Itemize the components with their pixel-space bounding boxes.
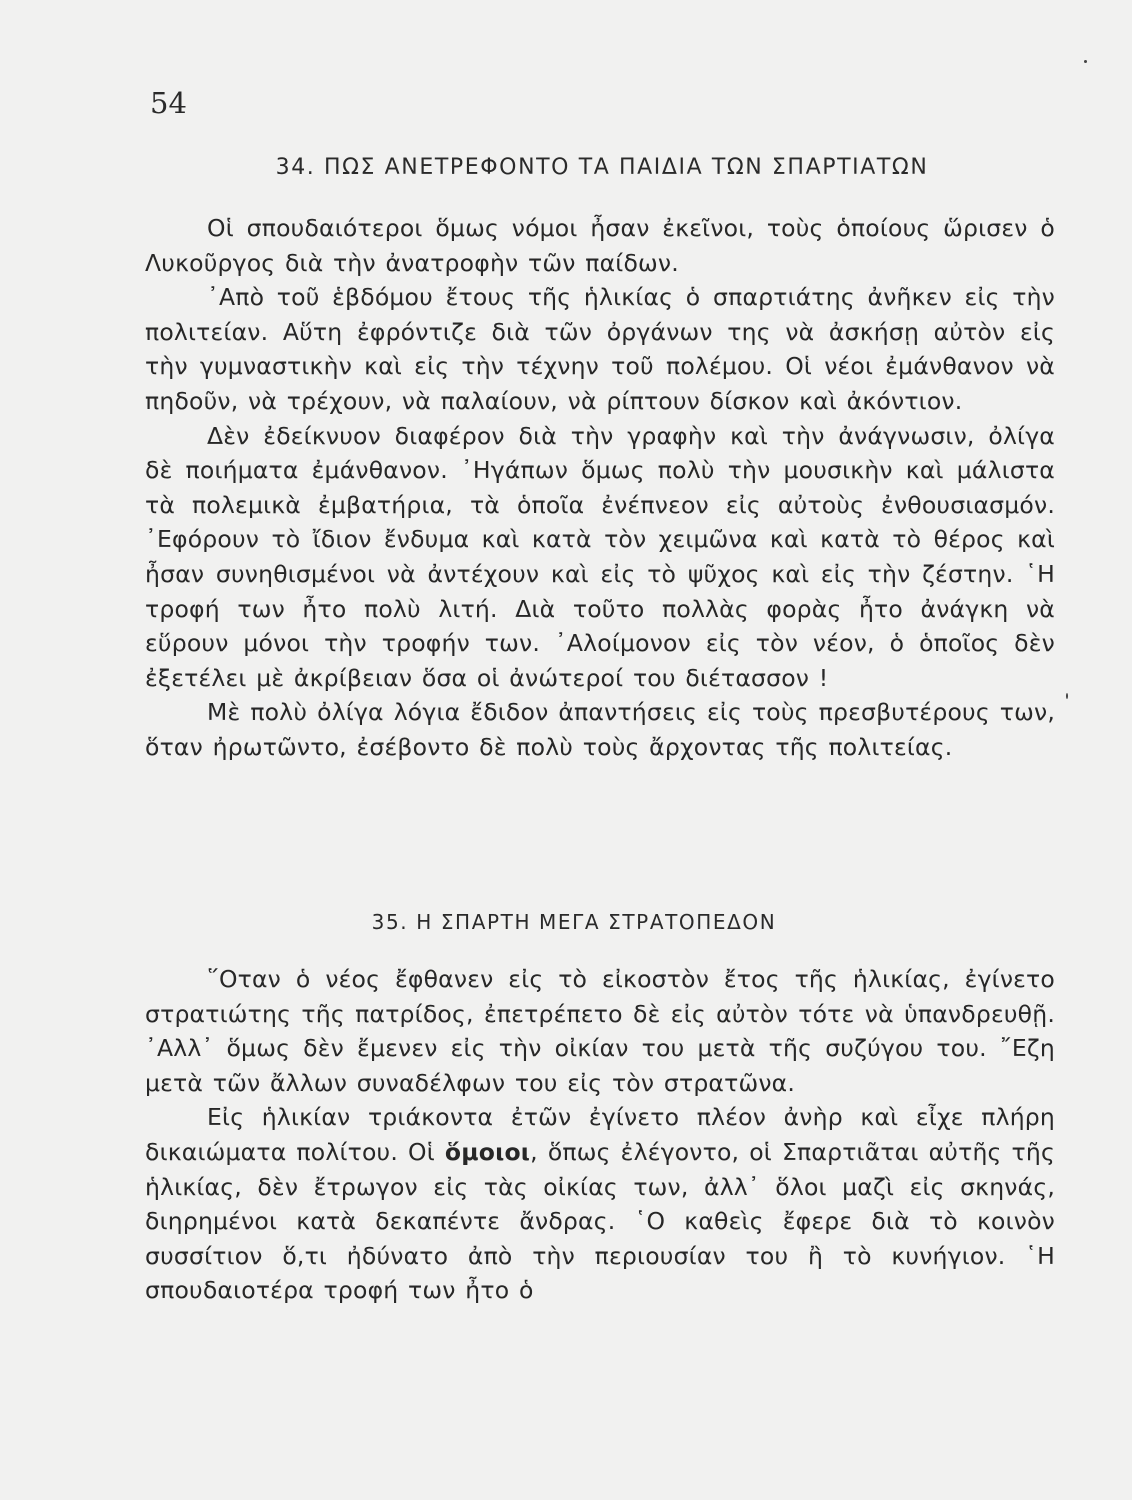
emphasized-term: ὅμοιοι	[444, 1137, 531, 1166]
section-heading-35: 35. Η ΣΠΑΡΤΗ ΜΕΓΑ ΣΤΡΑΤΟΠΕΔΟΝ	[371, 910, 777, 934]
paper-speck	[1066, 693, 1068, 699]
page-number: 54	[150, 86, 187, 120]
paragraph: Μὲ πολὺ ὀλίγα λόγια ἔδιδον ἀπαντήσεις εἰς τοὺς πρεσβυτέρους των, ὅταν ἠρωτῶντο, ἐσέβοντο δὲ πολὺ τοὺς ἄρχοντας τῆς πολιτείας.	[145, 698, 1055, 761]
section-34-body	[145, 211, 1055, 765]
paper-speck	[1084, 60, 1087, 63]
paragraph	[145, 1100, 1055, 1308]
paragraph: Δὲν ἐδείκνυον διαφέρον διὰ τὴν γραφὴν καὶ τὴν ἀνάγνωσιν, ὀλίγα δὲ ποιήματα ἐμάνθανον. ᾿Ηγάπων ὅμως πολὺ τὴν μουσικὴν καὶ μάλιστα τὰ πολεμικὰ ἐμβατήρια, τὰ ὁποῖα ἐνέπνεον εἰς αὐτοὺς ἐνθουσιασμόν. ᾿Εφόρουν τὸ ἴδιον ἔνδυμα καὶ κατὰ τὸν χειμῶνα καὶ κατὰ τὸ θέρος καὶ ἦσαν συνηθισμένοι νὰ ἀντέχουν καὶ εἰς τὸ ψῦχος καὶ εἰς τὴν ζέστην. ῾Η τροφή των ἦτο πολὺ λιτή. Διὰ τοῦτο πολλὰς φορὰς ἦτο ἀνάγκη νὰ εὕρουν μόνοι τὴν τροφήν των. ᾿Αλοίμονον εἰς τὸν νέον, ὁ ὁποῖος δὲν ἐξετέλει μὲ ἀκρίβειαν ὅσα οἱ ἀνώτεροί του διέτασσον !	[145, 421, 1055, 692]
paragraph: ᾿Απὸ τοῦ ἑβδόμου ἔτους τῆς ἡλικίας ὁ σπαρτιάτης ἀνῆκεν εἰς τὴν πολιτείαν. Αὕτη ἐφρόντιζε διὰ τῶν ὀργάνων της νὰ ἀσκήσῃ αὐτὸν εἰς τὴν γυμναστικὴν καὶ εἰς τὴν τέχνην τοῦ πολέμου. Οἱ νέοι ἐμάνθανον νὰ πηδοῦν, νὰ τρέχουν, νὰ παλαίουν, νὰ ρίπτουν δίσκον καὶ ἀκόντιον.	[145, 283, 1055, 415]
paragraph-text: , ὅπως ἐλέγοντο, οἱ Σπαρτιᾶται αὐτῆς τῆς ἡλικίας, δὲν ἔτρωγον εἰς τὰς οἰκίας των, ἀλλ᾿ ὅλοι μαζὶ εἰς σκηνάς, διηρημένοι κατὰ δεκαπέντε ἄνδρας. ῾Ο καθεὶς ἔφερε διὰ τὸ κοινὸν συσσίτιον ὅ,τι ἠδύνατο ἀπὸ τὴν περιουσίαν του ἢ τὸ κυνήγιον. ῾Η σπουδαιοτέρα τροφή των ἦτο ὁ	[145, 1137, 1055, 1305]
section-35-body	[145, 962, 1055, 1308]
paragraph-text: Εἰς ἡλικίαν τριάκοντα ἐτῶν ἐγίνετο πλέον ἀνὴρ καὶ εἶχε πλήρη δικαιώματα πολίτου. Οἱ	[145, 1103, 1055, 1166]
paragraph: Οἱ σπουδαιότεροι ὅμως νόμοι ἦσαν ἐκεῖνοι, τοὺς ὁποίους ὥρισεν ὁ Λυκοῦργος διὰ τὴν ἀνατροφὴν τῶν παίδων.	[145, 214, 1055, 277]
section-heading-34: 34. ΠΩΣ ΑΝΕΤΡΕΦΟΝΤΟ ΤΑ ΠΑΙΔΙΑ ΤΩΝ ΣΠΑΡΤΙΑΤΩΝ	[275, 155, 929, 180]
paragraph: ῞Οταν ὁ νέος ἔφθανεν εἰς τὸ εἰκοστὸν ἔτος τῆς ἡλικίας, ἐγίνετο στρατιώτης τῆς πατρίδος, ἐπετρέπετο δὲ εἰς αὐτὸν τότε νὰ ὑπανδρευθῇ. ᾿Αλλ᾿ ὅμως δὲν ἔμενεν εἰς τὴν οἰκίαν του μετὰ τῆς συζύγου του. ῎Εζη μετὰ τῶν ἄλλων συναδέλφων του εἰς τὸν στρατῶνα.	[145, 965, 1055, 1097]
